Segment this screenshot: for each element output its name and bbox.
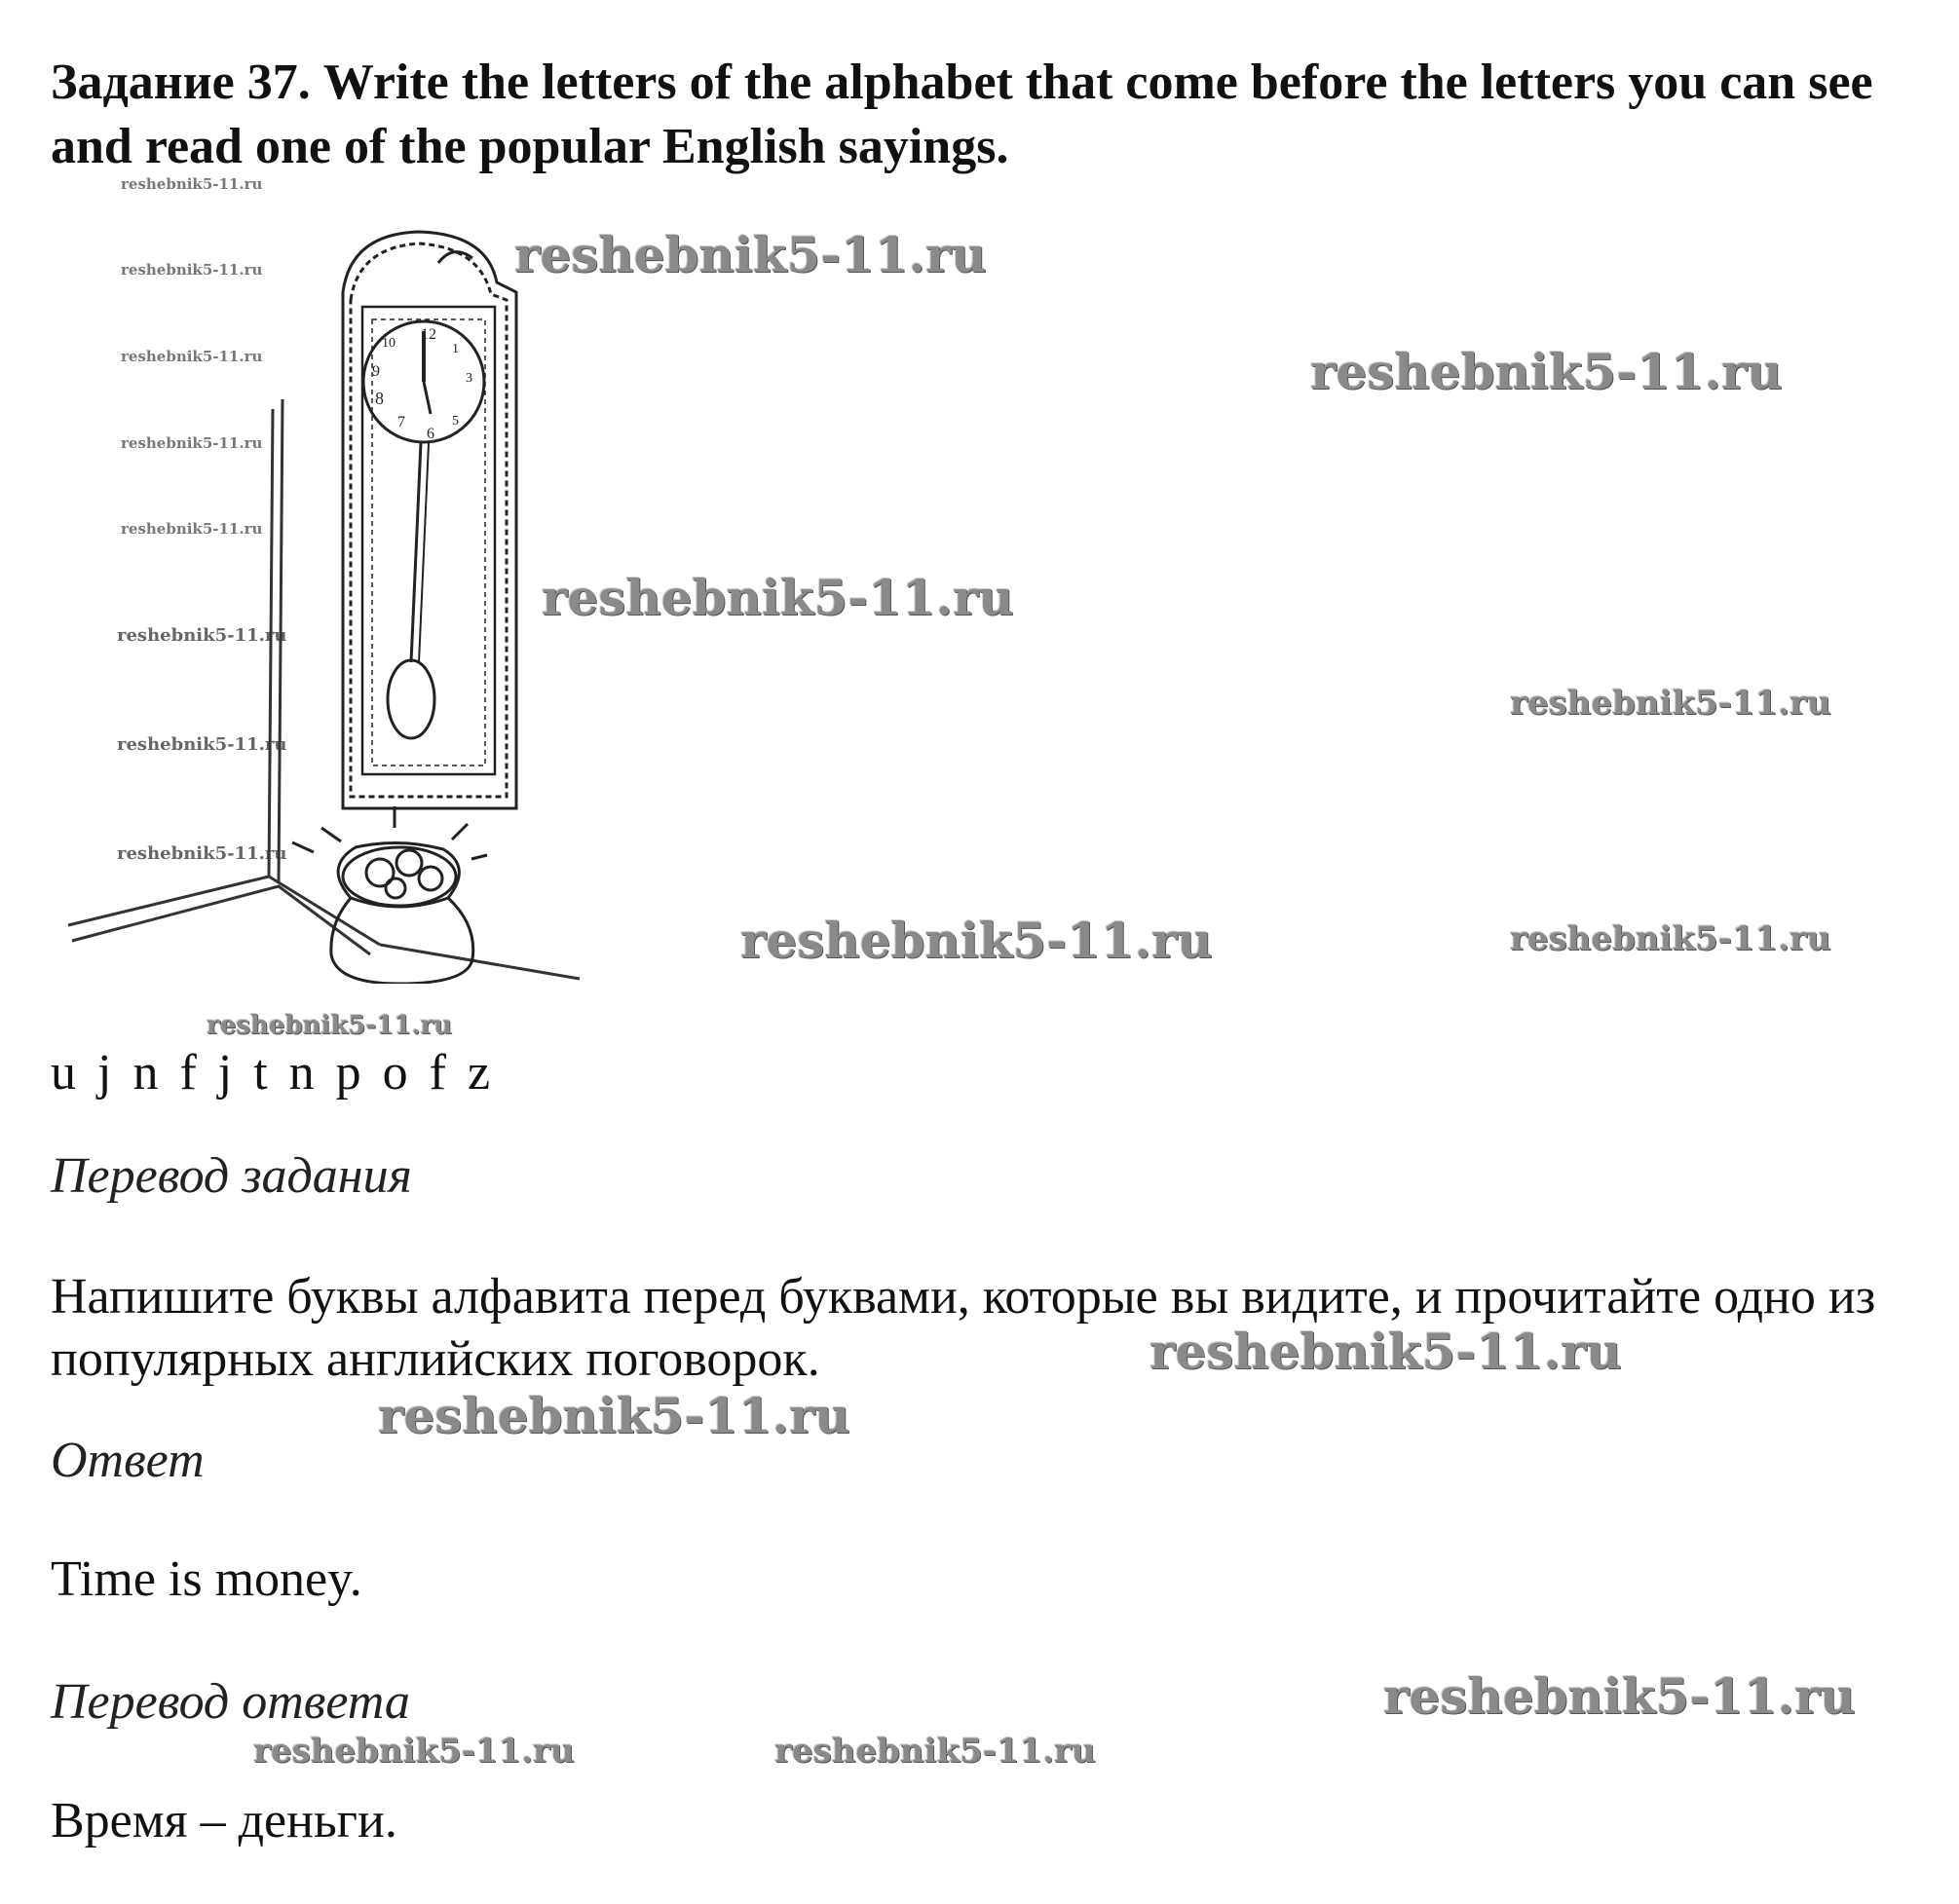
watermark: reshebnik5-11.ru xyxy=(121,520,263,538)
room-corner xyxy=(68,399,580,979)
svg-text:8: 8 xyxy=(375,389,384,408)
watermark: reshebnik5-11.ru xyxy=(121,261,263,279)
watermark: reshebnik5-11.ru xyxy=(514,226,987,283)
svg-text:5: 5 xyxy=(452,414,459,429)
translation-answer-text: Время – деньги. xyxy=(51,1793,397,1848)
watermark: reshebnik5-11.ru xyxy=(121,434,263,452)
translation-answer-heading: Перевод ответа xyxy=(51,1674,410,1730)
watermark: reshebnik5-11.ru xyxy=(1510,919,1831,958)
watermark: reshebnik5-11.ru xyxy=(1310,343,1783,400)
svg-text:3: 3 xyxy=(466,371,472,386)
watermark: reshebnik5-11.ru xyxy=(1149,1323,1622,1380)
watermark: reshebnik5-11.ru xyxy=(117,625,287,646)
translation-task-text: Напишите буквы алфавита перед буквами, которые вы видите, и прочитайте одно из популярных английских поговорок. xyxy=(51,1269,1876,1387)
svg-text:7: 7 xyxy=(397,414,405,430)
watermark: reshebnik5-11.ru xyxy=(542,569,1014,626)
watermark: reshebnik5-11.ru xyxy=(253,1732,575,1771)
watermark: reshebnik5-11.ru xyxy=(121,175,263,193)
watermark: reshebnik5-11.ru xyxy=(774,1732,1096,1771)
translation-task-heading: Перевод задания xyxy=(51,1148,412,1204)
svg-text:6: 6 xyxy=(427,426,434,442)
svg-text:12: 12 xyxy=(421,326,436,343)
answer-heading: Ответ xyxy=(51,1433,205,1488)
task-title: Задание 37. Write the letters of the alphabet that come before the letters you can see and read one of the popular English sayings. xyxy=(51,55,1873,174)
svg-text:9: 9 xyxy=(372,363,380,380)
grandfather-clock-icon xyxy=(343,232,516,808)
answer-text: Time is money. xyxy=(51,1551,362,1607)
svg-text:1: 1 xyxy=(452,342,459,356)
watermark: reshebnik5-11.ru xyxy=(1383,1667,1856,1725)
watermark: reshebnik5-11.ru xyxy=(117,734,287,755)
watermark: reshebnik5-11.ru xyxy=(117,843,287,864)
watermark: reshebnik5-11.ru xyxy=(121,348,263,365)
svg-text:10: 10 xyxy=(382,336,396,351)
watermark: reshebnik5-11.ru xyxy=(207,1011,453,1040)
watermark: reshebnik5-11.ru xyxy=(1510,684,1831,723)
watermark: reshebnik5-11.ru xyxy=(378,1387,850,1444)
clock-and-money-illustration xyxy=(58,205,604,984)
cipher-letters: u j n f j t n p o f z xyxy=(51,1045,494,1101)
watermark: reshebnik5-11.ru xyxy=(740,912,1213,969)
